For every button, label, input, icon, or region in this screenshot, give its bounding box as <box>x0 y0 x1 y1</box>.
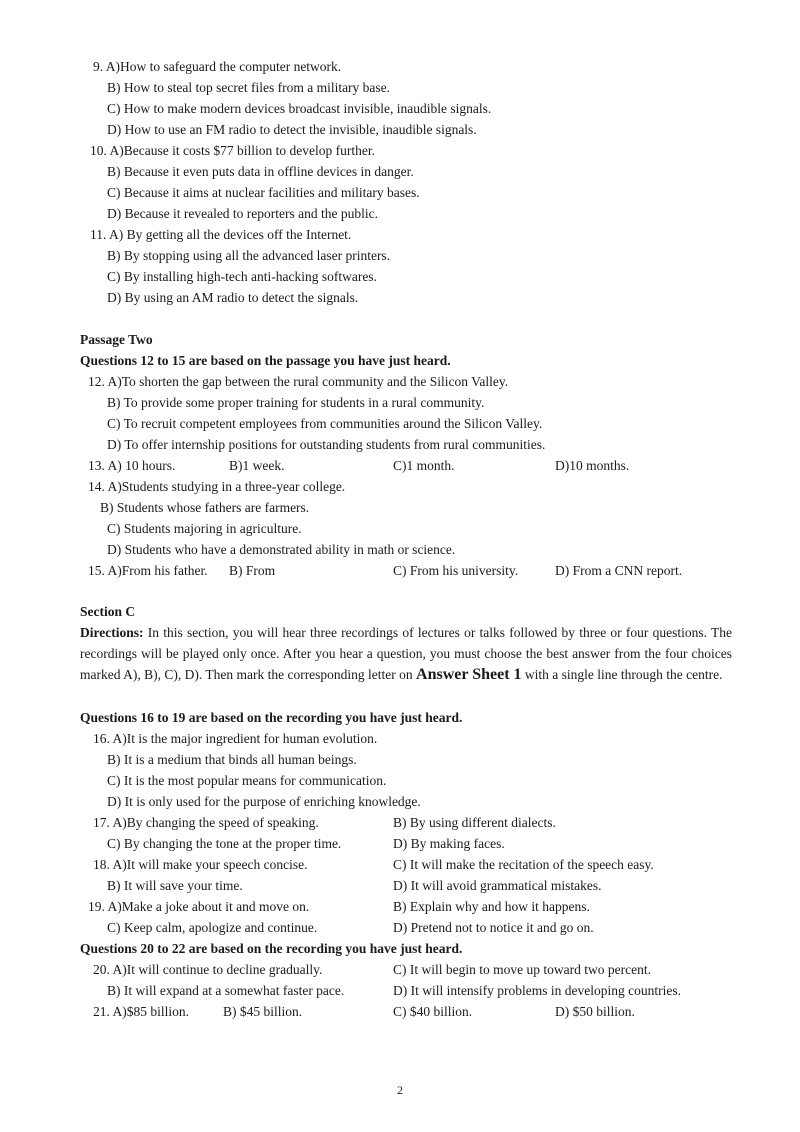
instruction-16-19: Questions 16 to 19 are based on the recording you have just heard. <box>80 710 463 725</box>
q19-option-d: D) Pretend not to notice it and go on. <box>393 920 594 935</box>
q10-option-d: D) Because it revealed to reporters and the public. <box>107 206 379 221</box>
q18-option-d: D) It will avoid grammatical mistakes. <box>393 878 602 893</box>
instruction-20-22: Questions 20 to 22 are based on the recording you have just heard. <box>80 941 463 956</box>
q9-option-d: D) How to use an FM radio to detect the invisible, inaudible signals. <box>107 122 477 137</box>
q14-option-c: C) Students majoring in agriculture. <box>107 521 302 536</box>
q10-option-b: B) Because it even puts data in offline devices in danger. <box>107 164 414 179</box>
q13-option-c: C)1 month. <box>393 458 455 473</box>
section-c-directions <box>80 622 732 685</box>
q16-option-c: C) It is the most popular means for communication. <box>107 773 387 788</box>
q12-option-d: D) To offer internship positions for outstanding students from rural communities. <box>107 437 546 452</box>
q11-option-c: C) By installing high-tech anti-hacking softwares. <box>107 269 377 284</box>
q16-option-d: D) It is only used for the purpose of enriching knowledge. <box>107 794 421 809</box>
q13-option-d: D)10 months. <box>555 458 630 473</box>
q10-option-a: 10. A)Because it costs $77 billion to develop further. <box>90 143 375 158</box>
q21-option-c: C) $40 billion. <box>393 1004 473 1019</box>
q10-option-c: C) Because it aims at nuclear facilities and military bases. <box>107 185 420 200</box>
q17-option-b: B) By using different dialects. <box>393 815 556 830</box>
q17-option-a: 17. A)By changing the speed of speaking. <box>93 815 319 830</box>
q20-option-d: D) It will intensify problems in developing countries. <box>393 983 681 998</box>
q16-option-b: B) It is a medium that binds all human beings. <box>107 752 357 767</box>
directions-label: Directions: <box>80 625 144 640</box>
answer-sheet-label: Answer Sheet 1 <box>416 666 522 683</box>
q15-option-a: 15. A)From his father. <box>88 563 208 578</box>
q19-option-a: 19. A)Make a joke about it and move on. <box>88 899 310 914</box>
q14-option-d: D) Students who have a demonstrated ability in math or science. <box>107 542 456 557</box>
q21-option-d: D) $50 billion. <box>555 1004 635 1019</box>
q14-option-a: 14. A)Students studying in a three-year college. <box>88 479 346 494</box>
q19-option-c: C) Keep calm, apologize and continue. <box>107 920 318 935</box>
page-number: 2 <box>397 1083 403 1097</box>
q14-option-b: B) Students whose fathers are farmers. <box>100 500 310 515</box>
passage-two-title: Passage Two <box>80 332 153 347</box>
q18-option-a: 18. A)It will make your speech concise. <box>93 857 308 872</box>
q12-option-a: 12. A)To shorten the gap between the rural community and the Silicon Valley. <box>88 374 509 389</box>
passage-two-instruction: Questions 12 to 15 are based on the passage you have just heard. <box>80 353 451 368</box>
q20-option-c: C) It will begin to move up toward two percent. <box>393 962 651 977</box>
q13-option-a: 13. A) 10 hours. <box>88 458 176 473</box>
section-c-title: Section C <box>80 604 136 619</box>
q11-option-d: D) By using an AM radio to detect the signals. <box>107 290 359 305</box>
q17-option-c: C) By changing the tone at the proper time. <box>107 836 342 851</box>
q12-option-b: B) To provide some proper training for students in a rural community. <box>107 395 485 410</box>
q9-option-c: C) How to make modern devices broadcast invisible, inaudible signals. <box>107 101 492 116</box>
q17-option-d: D) By making faces. <box>393 836 505 851</box>
q16-option-a: 16. A)It is the major ingredient for human evolution. <box>93 731 378 746</box>
q12-option-c: C) To recruit competent employees from communities around the Silicon Valley. <box>107 416 543 431</box>
directions-text-1: In this section, you will hear three recordings of lectures or talks followed by three or four questions. The recordings will be played only once. After you hear a question, you must choose the best answer from the four choices marked A), B), C), D). Then mark the corresponding letter on <box>80 625 732 682</box>
q21-option-b: B) $45 billion. <box>223 1004 303 1019</box>
q11-option-a: 11. A) By getting all the devices off the Internet. <box>90 227 352 242</box>
q13-option-b: B)1 week. <box>229 458 285 473</box>
q20-option-b: B) It will expand at a somewhat faster pace. <box>107 983 345 998</box>
q18-option-b: B) It will save your time. <box>107 878 243 893</box>
q15-option-b: B) From <box>229 563 276 578</box>
q21-option-a: 21. A)$85 billion. <box>93 1004 190 1019</box>
q20-option-a: 20. A)It will continue to decline gradually. <box>93 962 323 977</box>
q15-option-c: C) From his university. <box>393 563 519 578</box>
q9-option-b: B) How to steal top secret files from a military base. <box>107 80 391 95</box>
directions-text-2: with a single line through the centre. <box>521 667 723 682</box>
q9-option-a: 9. A)How to safeguard the computer network. <box>93 59 342 74</box>
q19-option-b: B) Explain why and how it happens. <box>393 899 590 914</box>
q15-option-d: D) From a CNN report. <box>555 563 683 578</box>
q11-option-b: B) By stopping using all the advanced laser printers. <box>107 248 391 263</box>
q18-option-c: C) It will make the recitation of the speech easy. <box>393 857 654 872</box>
